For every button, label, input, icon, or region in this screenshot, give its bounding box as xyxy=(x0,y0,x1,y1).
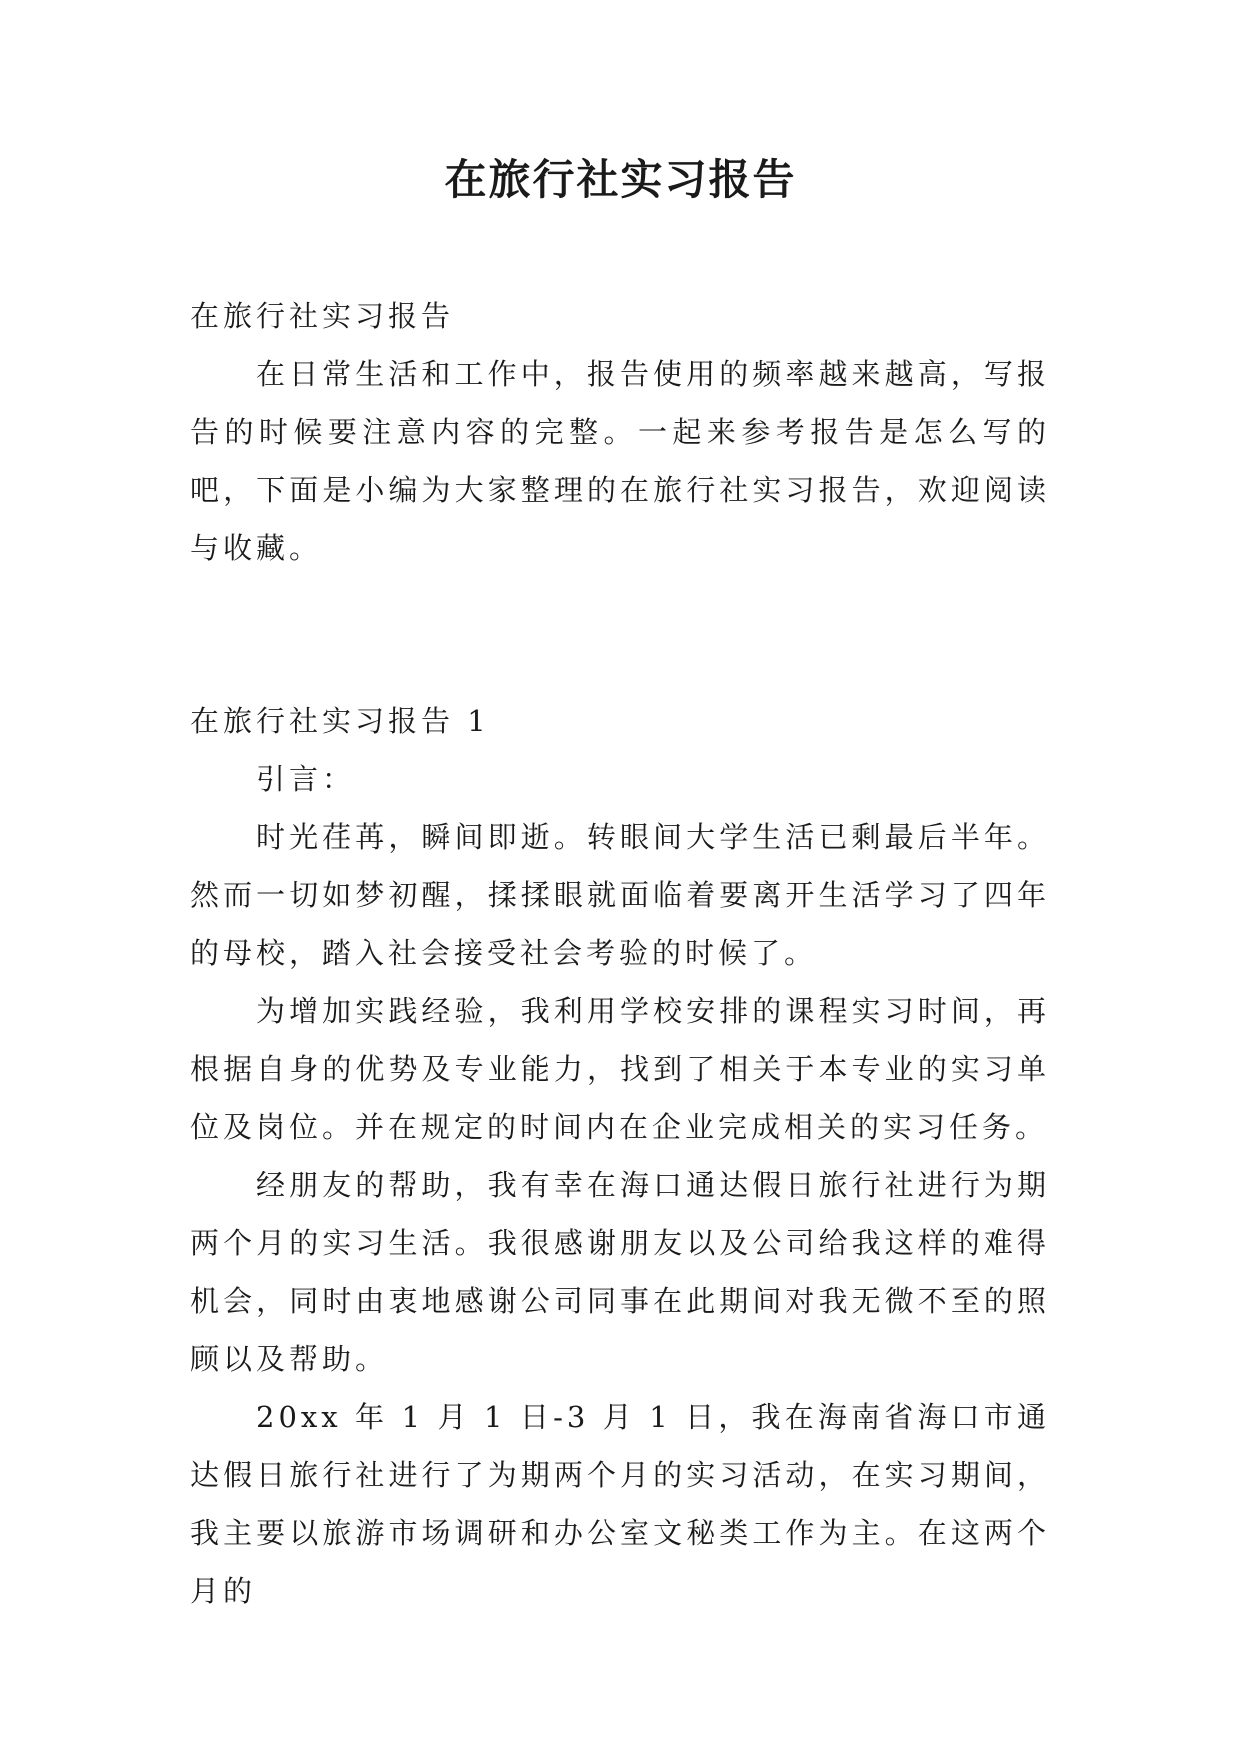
body-paragraph: 为增加实践经验，我利用学校安排的课程实习时间，再根据自身的优势及专业能力，找到了相关于本专业的实习单位及岗位。并在规定的时间内在企业完成相关的实习任务。 xyxy=(190,994,1050,1144)
document-title: 在旅行社实习报告 xyxy=(444,155,797,204)
body-paragraph: 20xx 年 1 月 1 日-3 月 1 日，我在海南省海口市通达假日旅行社进行了为期两个月的实习活动，在实习期间，我主要以旅游市场调研和办公室文秘类工作为主。在这两个月的 xyxy=(190,1400,1050,1608)
foreword-label: 引言： xyxy=(256,762,356,796)
body-paragraph: 经朋友的帮助，我有幸在海口通达假日旅行社进行为期两个月的实习生活。我很感谢朋友以及公司给我这样的难得机会，同时由衷地感谢公司同事在此期间对我无微不至的照顾以及帮助。 xyxy=(190,1168,1050,1376)
intro-paragraph: 在日常生活和工作中，报告使用的频率越来越高，写报告的时候要注意内容的完整。一起来参考报告是怎么写的吧，下面是小编为大家整理的在旅行社实习报告，欢迎阅读与收藏。 xyxy=(190,357,1050,565)
section-heading: 在旅行社实习报告 1 xyxy=(190,704,490,738)
document-subtitle: 在旅行社实习报告 xyxy=(190,299,455,333)
body-paragraph: 时光荏苒，瞬间即逝。转眼间大学生活已剩最后半年。然而一切如梦初醒，揉揉眼就面临着要离开生活学习了四年的母校，踏入社会接受社会考验的时候了。 xyxy=(190,820,1050,970)
